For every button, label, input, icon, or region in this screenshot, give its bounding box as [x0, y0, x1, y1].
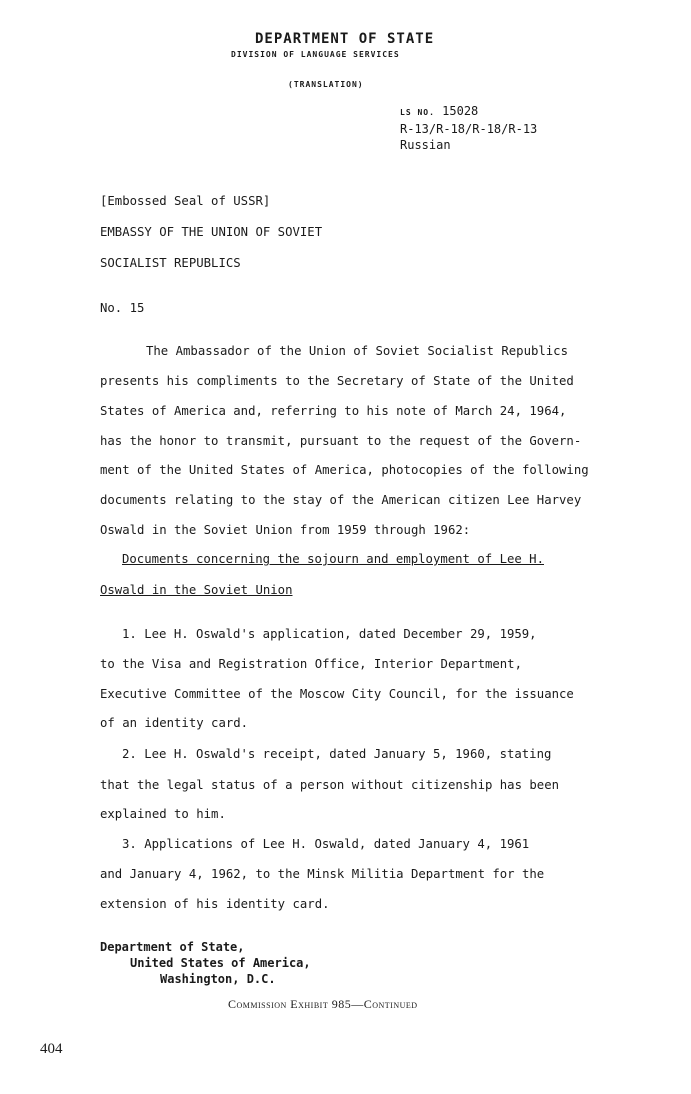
page-number: 404: [40, 1041, 63, 1057]
item-1-line: to the Visa and Registration Office, Interior Department,: [100, 657, 522, 671]
embossed-seal-note: [Embossed Seal of USSR]: [100, 194, 271, 208]
reference-language: Russian: [400, 138, 451, 152]
addressee-line-1: Department of State,: [100, 940, 245, 954]
translation-label: (TRANSLATION): [288, 80, 364, 89]
body-line: ment of the United States of America, photocopies of the following: [100, 463, 589, 477]
body-line: States of America and, referring to his note of March 24, 1964,: [100, 404, 567, 418]
item-2-line: 2. Lee H. Oswald's receipt, dated January 5, 1960, stating: [122, 747, 552, 761]
embassy-line-2: SOCIALIST REPUBLICS: [100, 256, 241, 270]
item-3-line: extension of his identity card.: [100, 897, 330, 911]
addressee-line-3: Washington, D.C.: [160, 972, 276, 986]
division-subtitle: DIVISION OF LANGUAGE SERVICES: [231, 50, 400, 59]
item-2-line: explained to him.: [100, 807, 226, 821]
section-heading: Documents concerning the sojourn and employment of Lee H.: [122, 552, 544, 566]
addressee-line-2: United States of America,: [130, 956, 311, 970]
item-2-line: that the legal status of a person without citizenship has been: [100, 778, 560, 792]
exhibit-caption: Commission Exhibit 985—Continued: [228, 997, 418, 1011]
item-1-line: 1. Lee H. Oswald's application, dated December 29, 1959,: [122, 627, 537, 641]
note-number: No. 15: [100, 301, 145, 315]
body-line: documents relating to the stay of the American citizen Lee Harvey: [100, 493, 582, 507]
ls-label: LS NO.: [400, 108, 435, 117]
embassy-line-1: EMBASSY OF THE UNION OF SOVIET: [100, 225, 323, 239]
body-line: The Ambassador of the Union of Soviet Socialist Republics: [146, 344, 568, 358]
item-3-line: 3. Applications of Lee H. Oswald, dated January 4, 1961: [122, 837, 530, 851]
department-title: DEPARTMENT OF STATE: [255, 31, 435, 47]
item-1-line: Executive Committee of the Moscow City Council, for the issuance: [100, 687, 574, 701]
section-heading-continued: Oswald in the Soviet Union: [100, 583, 293, 597]
ls-number: 15028: [442, 104, 479, 118]
body-line: Oswald in the Soviet Union from 1959 through 1962:: [100, 523, 471, 537]
ls-number-line: [400, 103, 537, 121]
body-line: has the honor to transmit, pursuant to the request of the Govern-: [100, 434, 582, 448]
reference-codes: R-13/R-18/R-18/R-13: [400, 122, 538, 136]
reference-block: [400, 103, 537, 153]
item-3-line: and January 4, 1962, to the Minsk Militia Department for the: [100, 867, 545, 881]
item-1-line: of an identity card.: [100, 716, 249, 730]
body-line: presents his compliments to the Secretary of State of the United: [100, 374, 574, 388]
